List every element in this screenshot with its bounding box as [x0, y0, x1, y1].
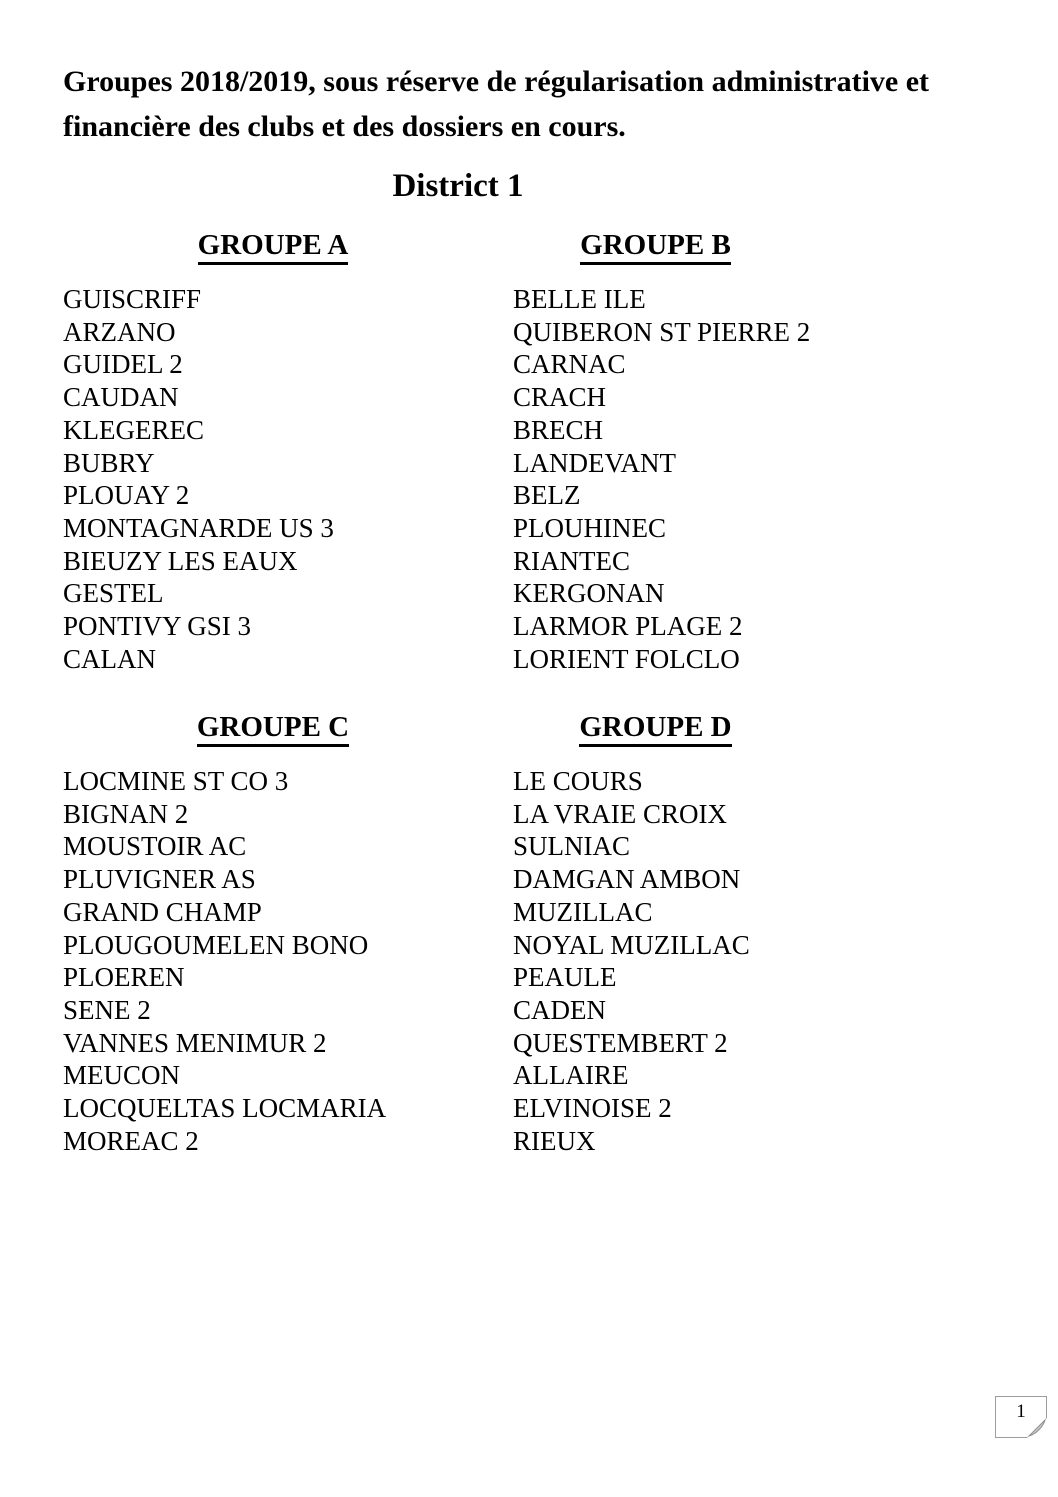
group-d-club-list — [513, 765, 963, 1157]
page-number-badge — [995, 1396, 1047, 1438]
club-item: PLOUHINEC — [513, 512, 666, 543]
group-a-header-label: GROUPE A — [198, 229, 349, 265]
club-item: MEUCON — [63, 1060, 181, 1091]
page-fold-icon — [1027, 1418, 1047, 1438]
group-c-header — [63, 709, 483, 745]
group-a-club-list — [63, 283, 513, 675]
club-item: ARZANO — [63, 316, 176, 347]
group-a-header — [63, 227, 483, 263]
club-item: LORIENT FOLCLO — [513, 643, 740, 674]
club-item: CRACH — [513, 382, 607, 413]
club-item: RIEUX — [513, 1125, 596, 1156]
club-item: DAMGAN AMBON — [513, 864, 741, 895]
group-d-column — [513, 709, 963, 1157]
page-number: 1 — [1016, 1401, 1026, 1422]
club-item: BIGNAN 2 — [63, 798, 189, 829]
club-item: PLOUAY 2 — [63, 480, 190, 511]
club-item: LARMOR PLAGE 2 — [513, 611, 743, 642]
groups-row-cd — [63, 709, 963, 1157]
club-item: VANNES MENIMUR 2 — [63, 1027, 327, 1058]
club-item: LANDEVANT — [513, 447, 676, 478]
club-item: CARNAC — [513, 349, 626, 380]
club-item: CALAN — [63, 643, 156, 674]
district-title: District 1 — [392, 168, 524, 204]
group-b-header-label: GROUPE B — [580, 229, 731, 265]
group-b-column — [513, 227, 963, 675]
intro-paragraph — [63, 59, 929, 149]
group-d-header-label: GROUPE D — [579, 711, 731, 747]
club-item: PLOUGOUMELEN BONO — [63, 929, 369, 960]
club-item: LOCMINE ST CO 3 — [63, 766, 289, 796]
club-item: SENE 2 — [63, 994, 151, 1025]
club-item: NOYAL MUZILLAC — [513, 929, 750, 960]
club-item: GUIDEL 2 — [63, 349, 183, 380]
club-item: MUZILLAC — [513, 896, 653, 927]
club-item: BUBRY — [63, 447, 155, 478]
club-item: PLUVIGNER AS — [63, 864, 256, 895]
club-item: KERGONAN — [513, 578, 665, 609]
club-item: SULNIAC — [513, 831, 631, 862]
group-b-club-list — [513, 283, 963, 675]
intro-line-2: financière des clubs et des dossiers en cours. — [63, 110, 626, 143]
groups-row-ab — [63, 227, 963, 675]
group-a-column — [63, 227, 513, 675]
group-c-column — [63, 709, 513, 1157]
club-item: GRAND CHAMP — [63, 896, 262, 927]
club-item: LOCQUELTAS LOCMARIA — [63, 1093, 387, 1124]
club-item: GESTEL — [63, 578, 164, 609]
intro-line-1: Groupes 2018/2019, sous réserve de régularisation administrative et — [63, 65, 930, 98]
group-c-header-label: GROUPE C — [197, 711, 349, 747]
club-item: BIEUZY LES EAUX — [63, 545, 298, 576]
club-item: PEAULE — [513, 962, 617, 993]
club-item: RIANTEC — [513, 545, 630, 576]
club-item: LE COURS — [513, 766, 643, 796]
club-item: CAUDAN — [63, 382, 179, 413]
club-item: MOUSTOIR AC — [63, 831, 247, 862]
club-item: LA VRAIE CROIX — [513, 798, 728, 829]
club-item: QUIBERON ST PIERRE 2 — [513, 316, 811, 347]
club-item: CADEN — [513, 994, 606, 1025]
group-d-header — [513, 709, 798, 745]
club-item: BRECH — [513, 414, 604, 445]
club-item: ELVINOISE 2 — [513, 1093, 672, 1124]
club-item: KLEGEREC — [63, 414, 204, 445]
club-item: MOREAC 2 — [63, 1125, 199, 1156]
club-item: ALLAIRE — [513, 1060, 629, 1091]
group-b-header — [513, 227, 798, 263]
club-item: BELZ — [513, 480, 581, 511]
club-item: QUESTEMBERT 2 — [513, 1027, 728, 1058]
club-item: MONTAGNARDE US 3 — [63, 512, 334, 543]
group-c-club-list — [63, 765, 513, 1157]
club-item: GUISCRIFF — [63, 284, 202, 314]
club-item: PONTIVY GSI 3 — [63, 611, 251, 642]
club-item: BELLE ILE — [513, 284, 646, 314]
club-item: PLOEREN — [63, 962, 185, 993]
